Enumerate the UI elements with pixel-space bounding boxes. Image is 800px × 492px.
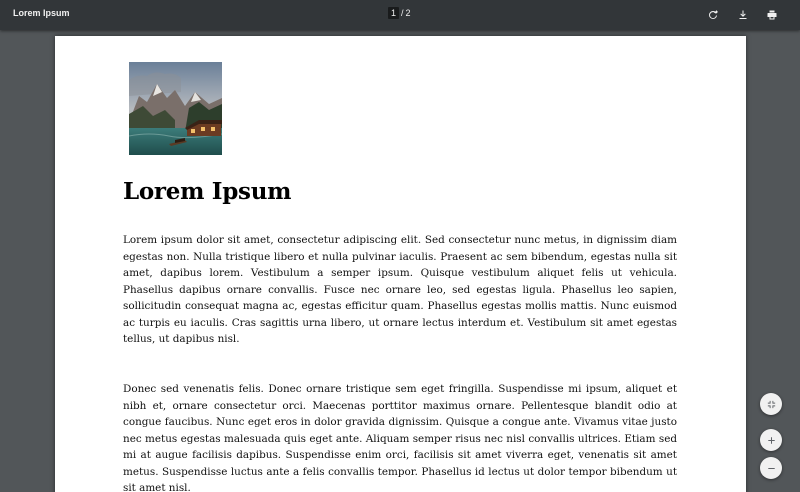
- download-button[interactable]: [735, 7, 751, 23]
- download-icon: [737, 9, 749, 21]
- fit-to-page-button[interactable]: [760, 393, 782, 415]
- paragraph-2: Donec sed venenatis felis. Donec ornare tristique sem eget fringilla. Suspendisse mi ipsum, aliquet et nibh et, ornare consectetur orci. Maecenas porttitor maximus ornare. Pellentesque blandit odio at congue faucibus. Nunc eget eros in dolor gravida dignissim. Quisque a congue ante. Vivamus vitae justo nec metus egestas malesuada quis eget ante. Aliquam semper risus nec nisl convallis ultrices. Etiam sed mi at augue facilisis dapibus. Suspendisse enim orci, facilisis sit amet viverra eget, venenatis sit amet metus. Suspendisse luctus ante a felis convallis tempor. Phasellus id lectus ut dolor tempor bibendum ut sit amet nisl.: [123, 383, 677, 492]
- zoom-in-icon: [766, 435, 777, 446]
- zoom-in-button[interactable]: [760, 429, 782, 451]
- fit-to-page-icon: [766, 399, 777, 410]
- page-separator: /: [401, 8, 404, 18]
- document-viewer[interactable]: [0, 30, 800, 492]
- paragraph-1: Lorem ipsum dolor sit amet, consectetur adipiscing elit. Sed consectetur nunc metus, in dignissim diam egestas non. Nulla tristique libero et nulla pulvinar iaculis. Praesent ac sem bibendum, egestas nulla sit amet, dapibus lorem. Vestibulum a semper ipsum. Quisque vestibulum aliquet felis ut vehicula. Phasellus dapibus ornare convallis. Fusce nec ornare leo, sed egestas ligula. Phasellus leo sapien, sollicitudin consequat magna ac, egestas efficitur quam. Phasellus egestas mollis mattis. Nunc euismod ac turpis eu iaculis. Cras sagittis urna libero, ut ornare lectus interdum et. Vestibulum sit amet egestas tellus, ut dapibus nisl.: [123, 234, 677, 345]
- zoom-out-icon: [766, 463, 777, 474]
- print-icon: [766, 9, 778, 21]
- page-indicator: [388, 7, 411, 19]
- document-title: Lorem Ipsum: [13, 8, 70, 18]
- rotate-icon: [707, 9, 719, 21]
- zoom-out-button[interactable]: [760, 457, 782, 479]
- pdf-page: [55, 36, 746, 492]
- current-page-input[interactable]: 1: [388, 7, 399, 19]
- rotate-button[interactable]: [705, 7, 721, 23]
- print-button[interactable]: [764, 7, 780, 23]
- total-pages: 2: [405, 8, 411, 18]
- page-heading: Lorem Ipsum: [123, 178, 292, 205]
- lake-mountain-cabin-photo: [129, 62, 222, 155]
- pdf-toolbar: [0, 0, 800, 30]
